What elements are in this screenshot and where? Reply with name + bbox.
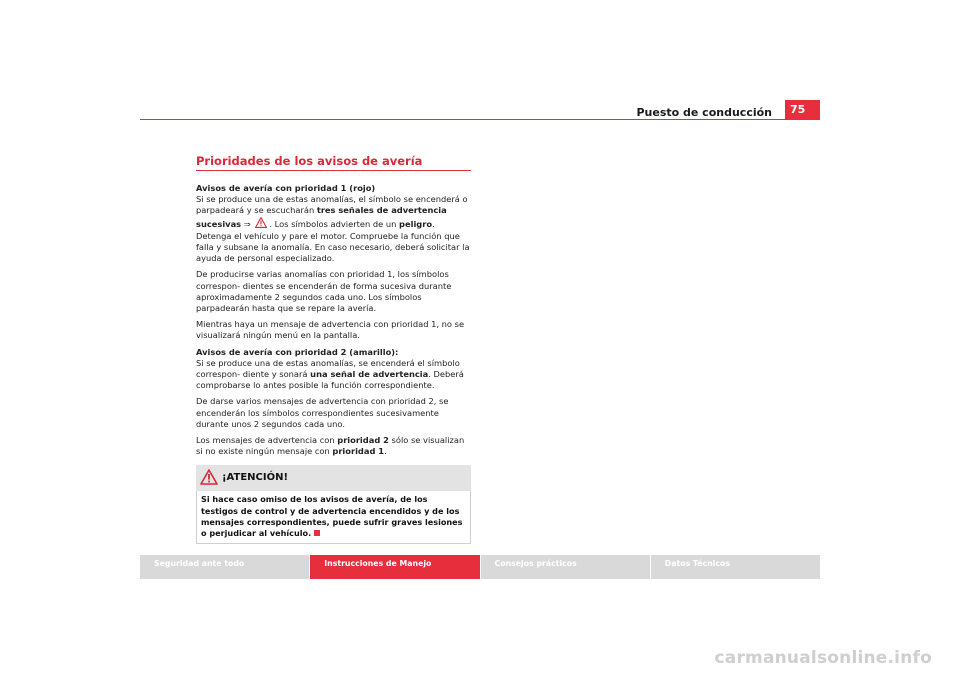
p1-text-e: . Detenga el vehículo y pare el motor. Compruebe la función que falla y subsane la anomalía. En caso necesario, deberá solicitar la ayuda de personal especializado. — [196, 218, 470, 264]
warning-header — [196, 465, 471, 491]
paragraph-no-menu: Mientras haya un mensaje de advertencia con prioridad 1, no se visualizará ningún menú en la pantalla. — [196, 319, 465, 341]
tab-instrucciones[interactable]: Instrucciones de Manejo — [310, 555, 479, 579]
footer-nav — [140, 555, 820, 579]
p1-text-a: Si se produce una de estas anomalías, el símbolo se encenderá o parpadeará y se escucharán — [196, 194, 468, 216]
warning-triangle-icon — [200, 469, 218, 489]
p6-bold-priority-2: prioridad 2 — [337, 435, 389, 446]
p1-bold-signals: tres señales de advertencia sucesivas — [196, 205, 447, 229]
header-rule — [140, 119, 820, 120]
warning-body — [196, 491, 471, 544]
p6-bold-priority-1: prioridad 1 — [332, 446, 385, 457]
cross-reference-arrow: ⇒ — [243, 218, 251, 229]
p4-text-a: Si se produce una de estas anomalías, se encenderá el símbolo correspon- diente y sonará — [196, 357, 460, 380]
warning-title: ¡ATENCIÓN! — [222, 472, 289, 484]
watermark: carmanualsonline.info — [714, 648, 932, 668]
subheading-priority-1: Avisos de avería con prioridad 1 (rojo) — [196, 183, 376, 193]
end-of-section-mark — [314, 530, 320, 536]
warning-text: Si hace caso omiso de los avisos de avería, de los testigos de control y de advertencia encendidos y de los mensajes correspondientes, puede sufrir graves lesiones o perjudicar al vehículo. — [201, 494, 463, 539]
warning-box — [196, 465, 471, 544]
section-title: Prioridades de los avisos de avería — [196, 154, 471, 171]
p4-text-c: . Deberá comprobarse lo antes posible la función correspondiente. — [196, 369, 464, 391]
page-number: 75 — [785, 100, 820, 119]
p1-bold-danger: peligro — [399, 218, 433, 229]
p4-bold-signal: una señal de advertencia — [310, 369, 429, 380]
paragraph-priority-visibility — [196, 435, 471, 457]
paragraph-multiple-priority-1: De producirse varias anomalías con prioridad 1, los símbolos correspon- dientes se encenderán de forma sucesiva durante aproximadamente 2 segundos cada uno. Los símbolos parpadearán hasta que se repare la avería. — [196, 269, 452, 314]
warning-triangle-icon — [255, 217, 267, 231]
paragraph-priority-1 — [196, 194, 471, 264]
page-header-title: Puesto de conducción — [636, 106, 772, 119]
tab-datos[interactable]: Datos Técnicos — [651, 555, 820, 579]
main-content — [196, 154, 471, 544]
p1-text-c: . Los símbolos advierten de un — [269, 218, 400, 229]
paragraph-multiple-priority-2: De darse varios mensajes de advertencia con prioridad 2, se encenderán los símbolos correspondientes sucesivamente durante unos 2 segundos cada uno. — [196, 396, 449, 429]
tab-seguridad[interactable]: Seguridad ante todo — [140, 555, 309, 579]
subheading-priority-2: Avisos de avería con prioridad 2 (amarillo): — [196, 346, 399, 357]
p6-text-c: sólo se visualizan si no existe ningún mensaje con — [196, 435, 465, 457]
p6-text-a: Los mensajes de advertencia con — [196, 435, 338, 446]
p6-text-e: . — [384, 446, 387, 457]
tab-consejos[interactable]: Consejos prácticos — [481, 555, 650, 579]
paragraph-priority-2 — [196, 358, 471, 392]
